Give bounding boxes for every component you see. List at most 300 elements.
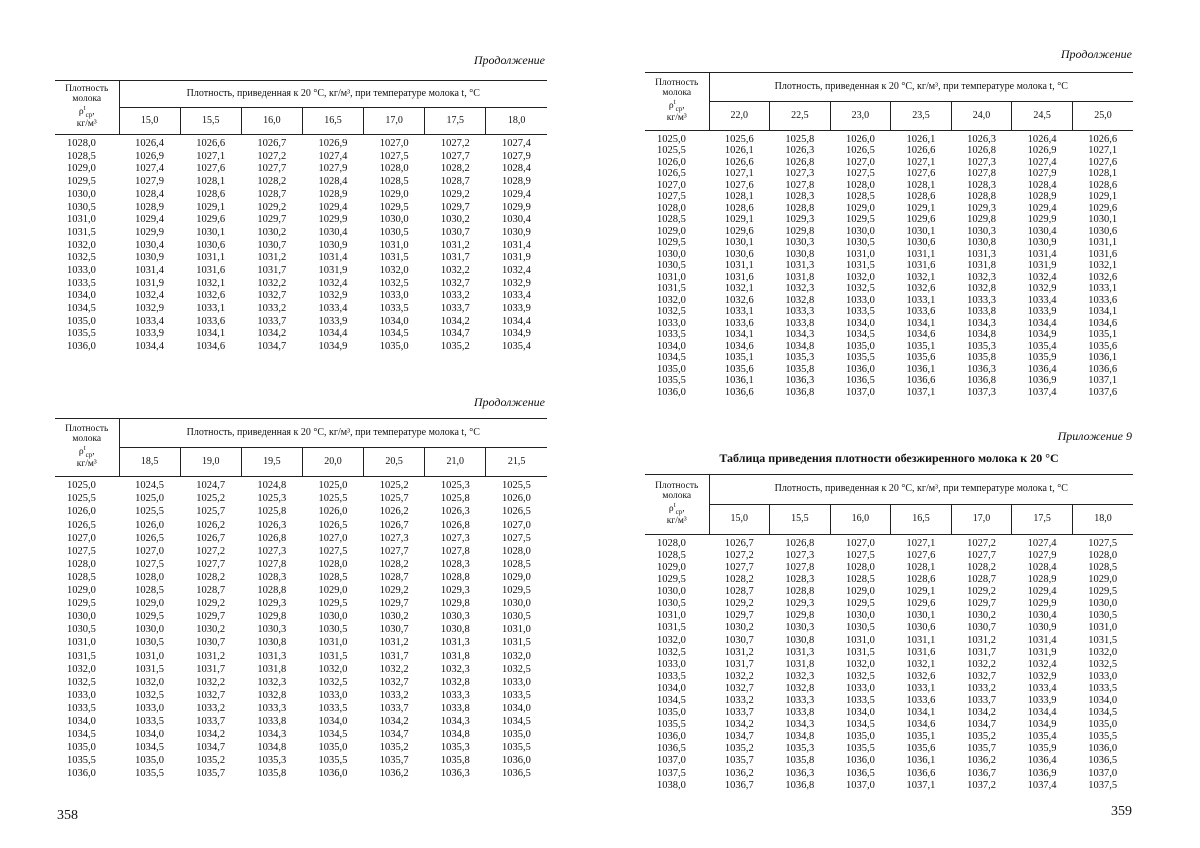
corrected-density-cell: 1033,8 — [967, 306, 996, 317]
corrected-density-cell: 1028,2 — [379, 558, 409, 570]
table-row — [645, 157, 1133, 169]
corrected-density-cell: 1035,4 — [1027, 340, 1057, 352]
corrected-density-cell: 1027,4 — [1027, 537, 1057, 549]
table-row — [645, 780, 1133, 792]
corrected-density-cell: 1030,5 — [845, 237, 875, 248]
corrected-density-cell: 1032,3 — [257, 676, 287, 688]
corrected-density-cell: 1033,2 — [440, 290, 470, 302]
measured-density-cell: 1031,5 — [67, 226, 96, 238]
corrected-density-cell: 1027,0 — [845, 537, 875, 549]
corrected-density-cell: 1032,5 — [845, 670, 875, 682]
corrected-density-cell: 1027,8 — [785, 561, 815, 573]
corrected-density-cell: 1029,0 — [135, 598, 164, 610]
corrected-density-cell: 1034,9 — [318, 341, 348, 353]
corrected-density-cell: 1032,1 — [906, 658, 936, 670]
measured-density-cell: 1035,5 — [657, 719, 686, 731]
corrected-density-cell: 1030,0 — [845, 610, 875, 622]
measured-density-cell: 1032,0 — [657, 634, 686, 646]
corrected-density-cell: 1027,9 — [1027, 549, 1057, 561]
corrected-density-cell: 1026,5 — [318, 519, 348, 531]
corrected-density-cell: 1027,2 — [724, 549, 754, 561]
measured-density-cell: 1028,0 — [657, 537, 686, 549]
corrected-density-cell: 1032,3 — [440, 663, 470, 675]
density-table-1 — [55, 80, 547, 354]
corrected-density-cell: 1028,7 — [379, 571, 409, 583]
measured-density-cell: 1031,0 — [657, 610, 686, 622]
table-row — [55, 135, 547, 151]
density-table-3 — [645, 72, 1133, 399]
corrected-density-cell: 1028,9 — [318, 188, 348, 200]
temperature-column-header: 18,0 — [1072, 505, 1133, 535]
corrected-density-cell: 1032,8 — [785, 294, 815, 306]
corrected-density-cell: 1032,3 — [967, 271, 996, 283]
measured-density-cell: 1029,5 — [657, 574, 686, 586]
corrected-density-cell: 1035,3 — [785, 743, 815, 755]
measured-density-cell: 1030,0 — [67, 611, 96, 623]
measured-density-cell: 1031,5 — [67, 650, 96, 662]
corrected-density-cell: 1034,4 — [318, 328, 348, 340]
measured-density-cell: 1034,5 — [67, 303, 96, 315]
corrected-density-cell: 1029,6 — [906, 598, 936, 610]
corrected-density-cell: 1025,3 — [440, 480, 470, 492]
corrected-density-cell: 1033,5 — [318, 702, 348, 714]
corrected-density-cell: 1025,7 — [379, 493, 409, 505]
corrected-density-cell: 1035,3 — [257, 755, 287, 767]
table-row — [55, 252, 547, 265]
corrected-density-cell: 1036,0 — [501, 755, 531, 767]
corrected-density-cell: 1027,3 — [785, 549, 815, 561]
corrected-density-cell: 1028,6 — [906, 191, 936, 202]
corrected-density-cell: 1033,2 — [257, 303, 287, 315]
corrected-density-cell: 1028,4 — [1027, 179, 1057, 191]
corrected-density-cell: 1025,7 — [196, 506, 226, 518]
table-row — [645, 330, 1133, 342]
table-row — [645, 261, 1133, 273]
table-row — [55, 572, 547, 585]
corrected-density-cell: 1026,7 — [257, 138, 287, 150]
corrected-density-cell: 1033,6 — [906, 695, 936, 707]
corrected-density-cell: 1024,5 — [135, 480, 164, 492]
corrected-density-cell: 1025,8 — [440, 493, 470, 505]
corrected-density-cell: 1035,5 — [1088, 731, 1118, 743]
corrected-density-cell: 1031,0 — [379, 239, 409, 251]
temperature-column-header: 17,5 — [425, 108, 486, 135]
corrected-density-cell: 1025,3 — [257, 493, 287, 505]
table-row — [645, 623, 1133, 635]
corrected-density-cell: 1036,1 — [906, 755, 936, 767]
measured-density-cell: 1032,0 — [657, 294, 686, 306]
corrected-density-cell: 1028,0 — [845, 561, 875, 573]
corrected-density-cell: 1032,0 — [1088, 646, 1118, 658]
measured-density-cell: 1033,0 — [67, 264, 96, 276]
measured-density-cell: 1036,0 — [657, 731, 686, 743]
appendix-label: Приложение 9 — [1057, 429, 1132, 443]
corrected-density-cell: 1025,8 — [785, 133, 815, 145]
corrected-density-cell: 1029,8 — [967, 214, 996, 225]
corrected-density-cell: 1031,0 — [845, 248, 875, 260]
corrected-density-cell: 1029,1 — [906, 586, 936, 598]
corrected-density-cell: 1033,0 — [845, 682, 875, 694]
corrected-density-cell: 1028,6 — [1088, 179, 1118, 191]
corrected-density-cell: 1034,9 — [1027, 719, 1057, 731]
corrected-density-cell: 1029,5 — [379, 201, 409, 213]
corrected-density-cell: 1034,4 — [135, 341, 164, 353]
corrected-density-cell: 1033,5 — [845, 695, 875, 707]
measured-density-cell: 1035,0 — [67, 315, 96, 327]
corrected-density-cell: 1030,7 — [440, 226, 470, 238]
corrected-density-cell: 1029,0 — [845, 586, 875, 598]
corrected-density-cell: 1035,8 — [440, 755, 470, 767]
corrected-density-cell: 1029,0 — [501, 571, 531, 583]
corrected-density-cell: 1034,2 — [379, 715, 409, 727]
corrected-density-cell: 1034,6 — [906, 719, 936, 731]
corrected-density-cell: 1025,5 — [318, 493, 348, 505]
row-header-cell: Плотность молока $\rho^t_{ср}$, кг/м³ — [645, 73, 709, 131]
corrected-density-cell: 1030,8 — [785, 248, 815, 260]
corrected-density-cell: 1027,1 — [906, 156, 936, 168]
table-row — [645, 647, 1133, 659]
corrected-density-cell: 1032,7 — [196, 689, 226, 701]
corrected-density-cell: 1031,6 — [906, 260, 936, 271]
corrected-density-cell: 1035,5 — [501, 742, 531, 754]
corrected-density-cell: 1030,4 — [318, 226, 348, 238]
corrected-density-cell: 1027,9 — [135, 176, 164, 188]
corrected-density-cell: 1033,0 — [501, 676, 531, 688]
corrected-density-cell: 1034,0 — [318, 715, 348, 727]
table-row — [645, 203, 1133, 215]
corrected-density-cell: 1032,6 — [196, 290, 226, 302]
measured-density-cell: 1036,0 — [67, 341, 96, 353]
table-row — [55, 493, 547, 506]
corrected-density-cell: 1032,2 — [379, 663, 409, 675]
corrected-density-cell: 1030,7 — [967, 622, 996, 634]
corrected-density-cell: 1032,4 — [501, 264, 531, 276]
corrected-density-cell: 1032,9 — [1027, 283, 1057, 294]
corrected-density-cell: 1028,5 — [135, 585, 164, 597]
corrected-density-cell: 1035,7 — [196, 768, 226, 780]
corrected-density-cell: 1027,3 — [967, 156, 996, 168]
corrected-density-cell: 1031,8 — [785, 658, 815, 670]
corrected-density-cell: 1030,6 — [724, 248, 754, 260]
corrected-density-cell: 1031,9 — [1027, 646, 1057, 658]
corrected-density-cell: 1030,2 — [967, 610, 996, 622]
temperature-column-header: 16,5 — [891, 505, 952, 535]
corrected-density-cell: 1035,2 — [196, 755, 226, 767]
table-row — [645, 192, 1133, 204]
table-row — [55, 703, 547, 716]
corrected-density-cell: 1031,2 — [967, 634, 996, 646]
measured-density-cell: 1035,5 — [67, 328, 96, 340]
corrected-density-cell: 1028,2 — [440, 163, 470, 175]
corrected-density-cell: 1035,8 — [785, 363, 815, 375]
corrected-density-cell: 1029,4 — [1027, 202, 1057, 214]
corrected-density-cell: 1036,0 — [318, 768, 348, 780]
corrected-density-cell: 1031,5 — [135, 663, 164, 675]
corrected-density-cell: 1031,8 — [967, 260, 996, 271]
appendix-title: Таблица приведения плотности обезжиренного молока к 20 °С — [719, 451, 1059, 465]
corrected-density-cell: 1026,9 — [135, 150, 164, 162]
table-row — [645, 550, 1133, 562]
table-row — [645, 707, 1133, 719]
temperature-column-header: 22,5 — [770, 102, 831, 131]
table-row — [55, 227, 547, 240]
measured-density-cell: 1028,5 — [67, 571, 96, 583]
page-number-right: 359 — [1111, 804, 1132, 819]
corrected-density-cell: 1036,1 — [724, 375, 754, 386]
corrected-density-cell: 1031,7 — [440, 252, 470, 264]
corrected-density-cell: 1028,7 — [967, 574, 996, 586]
corrected-density-cell: 1033,4 — [501, 290, 531, 302]
corrected-density-cell: 1032,1 — [1088, 260, 1118, 271]
corrected-density-cell: 1034,1 — [724, 329, 754, 340]
corrected-density-cell: 1026,9 — [318, 138, 348, 150]
table-row — [55, 214, 547, 227]
corrected-density-cell: 1035,7 — [967, 743, 996, 755]
table-row — [55, 768, 547, 781]
corrected-density-cell: 1027,8 — [257, 558, 287, 570]
measured-density-cell: 1033,0 — [657, 317, 686, 329]
temperature-column-header: 15,5 — [180, 108, 241, 135]
table-row — [645, 695, 1133, 707]
corrected-density-cell: 1026,3 — [440, 506, 470, 518]
corrected-density-cell: 1028,9 — [1027, 191, 1057, 202]
corrected-density-cell: 1032,0 — [135, 676, 164, 688]
corrected-density-cell: 1029,0 — [318, 585, 348, 597]
corrected-density-cell: 1029,5 — [501, 585, 531, 597]
corrected-density-cell: 1036,0 — [845, 755, 875, 767]
row-header-cell: Плотность молока $\rho^t_{ср}$, кг/м³ — [645, 475, 709, 535]
table-row — [645, 387, 1133, 399]
corrected-density-cell: 1026,8 — [967, 145, 996, 156]
corrected-density-cell: 1027,1 — [724, 168, 754, 179]
corrected-density-cell: 1032,0 — [845, 658, 875, 670]
corrected-density-cell: 1033,9 — [318, 315, 348, 327]
measured-density-cell: 1034,5 — [67, 729, 96, 741]
corrected-density-cell: 1028,3 — [257, 571, 287, 583]
corrected-density-cell: 1030,0 — [318, 611, 348, 623]
corrected-density-cell: 1027,1 — [196, 150, 226, 162]
corrected-density-cell: 1027,1 — [906, 537, 936, 549]
measured-density-cell: 1026,0 — [67, 506, 96, 518]
corrected-density-cell: 1025,0 — [135, 493, 164, 505]
corrected-density-cell: 1026,3 — [257, 519, 287, 531]
corrected-density-cell: 1036,7 — [967, 767, 996, 779]
column-group-header: Плотность, приведенная к 20 °С, кг/м³, при температуре молока t, °С — [119, 81, 547, 108]
corrected-density-cell: 1031,0 — [135, 650, 164, 662]
corrected-density-cell: 1028,7 — [724, 586, 754, 598]
corrected-density-cell: 1033,2 — [379, 689, 409, 701]
corrected-density-cell: 1037,0 — [845, 779, 875, 791]
temperature-column-header: 16,0 — [830, 505, 891, 535]
measured-density-cell: 1028,5 — [657, 549, 686, 561]
corrected-density-cell: 1031,5 — [318, 650, 348, 662]
corrected-density-cell: 1034,7 — [724, 731, 754, 743]
corrected-density-cell: 1035,9 — [1027, 743, 1057, 755]
corrected-density-cell: 1035,0 — [501, 729, 531, 741]
corrected-density-cell: 1033,0 — [318, 689, 348, 701]
corrected-density-cell: 1029,7 — [967, 598, 996, 610]
corrected-density-cell: 1031,6 — [724, 271, 754, 283]
corrected-density-cell: 1027,9 — [501, 150, 531, 162]
corrected-density-cell: 1034,3 — [785, 719, 815, 731]
corrected-density-cell: 1031,3 — [257, 650, 287, 662]
corrected-density-cell: 1026,6 — [1088, 133, 1118, 145]
corrected-density-cell: 1029,9 — [1027, 598, 1057, 610]
corrected-density-cell: 1028,1 — [724, 191, 754, 202]
table-row — [645, 376, 1133, 388]
measured-density-cell: 1028,5 — [657, 214, 686, 225]
corrected-density-cell: 1032,2 — [724, 670, 754, 682]
corrected-density-cell: 1031,0 — [1088, 622, 1118, 634]
corrected-density-cell: 1028,8 — [967, 191, 996, 202]
corrected-density-cell: 1028,0 — [135, 571, 164, 583]
column-group-header: Плотность, приведенная к 20 °С, кг/м³, при температуре молока t, °С — [119, 419, 547, 448]
corrected-density-cell: 1031,7 — [967, 646, 996, 658]
measured-density-cell: 1033,0 — [67, 689, 96, 701]
corrected-density-cell: 1031,1 — [906, 248, 936, 260]
table-row — [55, 663, 547, 676]
corrected-density-cell: 1028,8 — [440, 571, 470, 583]
corrected-density-cell: 1035,6 — [724, 363, 754, 375]
corrected-density-cell: 1030,3 — [785, 622, 815, 634]
corrected-density-cell: 1027,5 — [135, 558, 164, 570]
table-row — [645, 768, 1133, 780]
table-row — [55, 341, 547, 354]
table-row — [645, 659, 1133, 671]
table-row — [55, 316, 547, 329]
corrected-density-cell: 1031,9 — [318, 264, 348, 276]
corrected-density-cell: 1029,8 — [440, 598, 470, 610]
table-row — [55, 650, 547, 663]
corrected-density-cell: 1031,8 — [785, 271, 815, 283]
corrected-density-cell: 1024,7 — [196, 480, 226, 492]
corrected-density-cell: 1031,1 — [906, 634, 936, 646]
corrected-density-cell: 1034,7 — [967, 719, 996, 731]
measured-density-cell: 1036,5 — [657, 743, 686, 755]
corrected-density-cell: 1036,2 — [379, 768, 409, 780]
temperature-column-header: 17,0 — [951, 505, 1012, 535]
corrected-density-cell: 1029,3 — [257, 598, 287, 610]
corrected-density-cell: 1033,0 — [845, 294, 875, 306]
corrected-density-cell: 1033,0 — [1088, 670, 1118, 682]
corrected-density-cell: 1028,0 — [501, 545, 531, 557]
corrected-density-cell: 1027,4 — [1027, 156, 1057, 168]
corrected-density-cell: 1027,5 — [501, 532, 531, 544]
corrected-density-cell: 1033,1 — [724, 306, 754, 317]
corrected-density-cell: 1027,2 — [257, 150, 287, 162]
corrected-density-cell: 1032,5 — [135, 689, 164, 701]
corrected-density-cell: 1029,5 — [135, 611, 164, 623]
corrected-density-cell: 1029,2 — [379, 585, 409, 597]
corrected-density-cell: 1030,8 — [257, 637, 287, 649]
corrected-density-cell: 1027,3 — [785, 168, 815, 179]
corrected-density-cell: 1029,6 — [1088, 202, 1118, 214]
corrected-density-cell: 1035,1 — [1088, 329, 1118, 340]
measured-density-cell: 1025,5 — [657, 145, 686, 156]
corrected-density-cell: 1028,1 — [196, 176, 226, 188]
table-row — [645, 169, 1133, 181]
table-row — [55, 742, 547, 755]
corrected-density-cell: 1032,4 — [135, 290, 164, 302]
temperature-column-header: 23,0 — [830, 102, 891, 131]
corrected-density-cell: 1032,2 — [196, 676, 226, 688]
temperature-column-header: 25,0 — [1072, 102, 1133, 131]
corrected-density-cell: 1036,5 — [1088, 755, 1118, 767]
corrected-density-cell: 1029,4 — [318, 201, 348, 213]
corrected-density-cell: 1034,3 — [440, 715, 470, 727]
measured-density-cell: 1027,0 — [657, 179, 686, 191]
measured-density-cell: 1034,0 — [657, 682, 686, 694]
corrected-density-cell: 1035,3 — [785, 352, 815, 363]
corrected-density-cell: 1027,0 — [135, 545, 164, 557]
corrected-density-cell: 1030,4 — [1027, 225, 1057, 237]
corrected-density-cell: 1029,8 — [785, 225, 815, 237]
corrected-density-cell: 1035,4 — [1027, 731, 1057, 743]
corrected-density-cell: 1034,0 — [845, 317, 875, 329]
corrected-density-cell: 1026,5 — [135, 532, 164, 544]
corrected-density-cell: 1029,4 — [1027, 586, 1057, 598]
corrected-density-cell: 1032,7 — [379, 676, 409, 688]
corrected-density-cell: 1027,1 — [1088, 145, 1118, 156]
row-header-cell: Плотность молока $\rho^t_{ср}$, кг/м³ — [55, 81, 119, 135]
corrected-density-cell: 1028,4 — [1027, 561, 1057, 573]
corrected-density-cell: 1035,0 — [318, 742, 348, 754]
corrected-density-cell: 1028,0 — [845, 179, 875, 191]
table-row — [55, 151, 547, 164]
table-row — [55, 545, 547, 558]
measured-density-cell: 1035,5 — [657, 375, 686, 386]
corrected-density-cell: 1036,0 — [1088, 743, 1118, 755]
corrected-density-cell: 1034,9 — [501, 328, 531, 340]
corrected-density-cell: 1034,6 — [196, 341, 226, 353]
table-row — [645, 635, 1133, 647]
corrected-density-cell: 1027,5 — [1088, 537, 1118, 549]
corrected-density-cell: 1029,0 — [845, 202, 875, 214]
corrected-density-cell: 1035,5 — [318, 755, 348, 767]
corrected-density-cell: 1031,5 — [845, 646, 875, 658]
corrected-density-cell: 1033,1 — [196, 303, 226, 315]
corrected-density-cell: 1032,7 — [440, 277, 470, 289]
corrected-density-cell: 1030,5 — [1088, 610, 1118, 622]
table-row — [55, 676, 547, 689]
corrected-density-cell: 1030,1 — [906, 225, 936, 237]
corrected-density-cell: 1034,5 — [845, 329, 875, 340]
corrected-density-cell: 1027,8 — [967, 168, 996, 179]
corrected-density-cell: 1027,6 — [724, 179, 754, 191]
measured-density-cell: 1029,5 — [67, 598, 96, 610]
corrected-density-cell: 1034,8 — [785, 731, 815, 743]
corrected-density-cell: 1034,2 — [967, 707, 996, 719]
corrected-density-cell: 1027,6 — [1088, 156, 1118, 168]
continuation-label-t1: Продолжение — [473, 53, 545, 67]
corrected-density-cell: 1026,8 — [785, 156, 815, 168]
table-row — [55, 176, 547, 189]
corrected-density-cell: 1026,7 — [196, 532, 226, 544]
corrected-density-cell: 1030,2 — [196, 624, 226, 636]
corrected-density-cell: 1036,1 — [906, 363, 936, 375]
corrected-density-cell: 1031,5 — [845, 260, 875, 271]
corrected-density-cell: 1028,3 — [440, 558, 470, 570]
corrected-density-cell: 1031,6 — [1088, 248, 1118, 260]
table-row — [645, 756, 1133, 768]
corrected-density-cell: 1028,5 — [501, 558, 531, 570]
table-row — [645, 364, 1133, 376]
corrected-density-cell: 1029,7 — [379, 598, 409, 610]
corrected-density-cell: 1027,3 — [379, 532, 409, 544]
corrected-density-cell: 1033,7 — [379, 702, 409, 714]
corrected-density-cell: 1028,9 — [135, 201, 164, 213]
table-row — [645, 146, 1133, 158]
